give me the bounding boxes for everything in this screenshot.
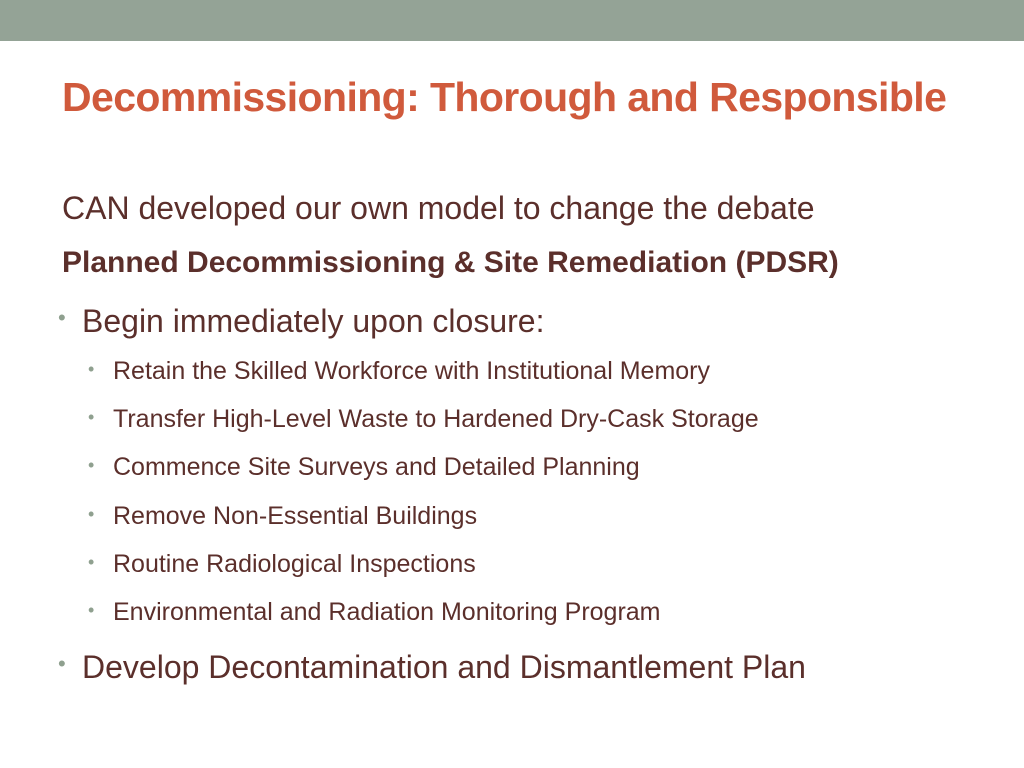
bullet-text: Develop Decontamination and Dismantlement Plan xyxy=(82,649,806,685)
sub-bullet-text: Remove Non-Essential Buildings xyxy=(113,502,478,530)
bullet-marker: • xyxy=(58,305,66,330)
sub-bullet-marker: • xyxy=(88,455,95,475)
subheading: Planned Decommissioning & Site Remediation (PDSR) xyxy=(62,246,839,279)
sub-bullet-marker: • xyxy=(88,359,95,379)
intro-text: CAN developed our own model to change the debate xyxy=(62,190,815,226)
sub-bullet-marker: • xyxy=(88,504,95,524)
bullet-text: Begin immediately upon closure: xyxy=(82,303,545,339)
sub-bullet-text: Environmental and Radiation Monitoring Program xyxy=(113,598,661,626)
sub-bullet-text: Commence Site Surveys and Detailed Planning xyxy=(113,453,640,481)
sub-bullet-marker: • xyxy=(88,552,95,572)
slide-title: Decommissioning: Thorough and Responsible xyxy=(62,74,947,120)
sub-bullet-text: Routine Radiological Inspections xyxy=(113,550,476,578)
sub-bullet-marker: • xyxy=(88,407,95,427)
sub-bullet-text: Transfer High-Level Waste to Hardened Dry-Cask Storage xyxy=(113,405,759,433)
top-bar xyxy=(0,0,1024,41)
sub-bullet-marker: • xyxy=(88,600,95,620)
sub-bullet-text: Retain the Skilled Workforce with Institutional Memory xyxy=(113,357,710,385)
bullet-marker: • xyxy=(58,651,66,676)
